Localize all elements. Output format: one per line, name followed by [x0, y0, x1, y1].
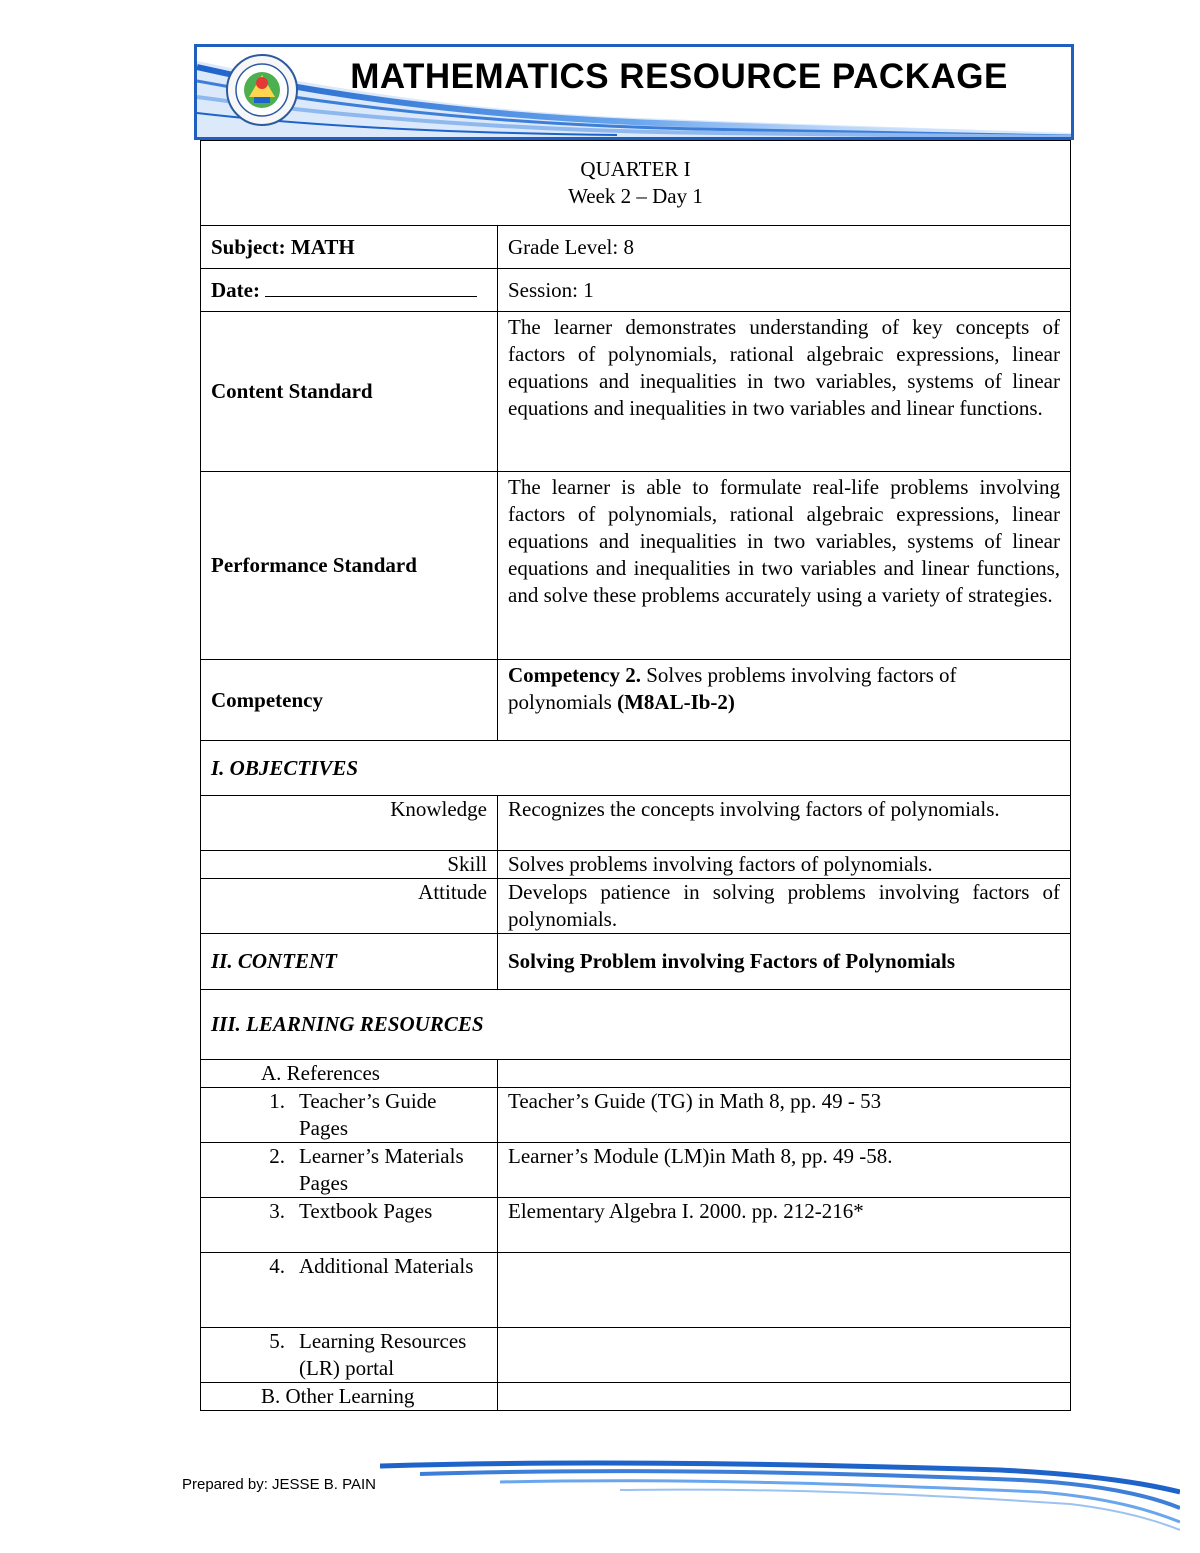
resource-row [201, 1253, 1071, 1328]
deped-seal-icon [225, 53, 299, 127]
objective-row [201, 796, 1071, 851]
objective-label-skill: Skill [201, 851, 498, 879]
content-standard-label: Content Standard [201, 312, 498, 472]
resource-value: Learner’s Module (LM)in Math 8, pp. 49 -58. [498, 1143, 1071, 1198]
week-day: Week 2 – Day 1 [568, 184, 703, 208]
resource-value: Teacher’s Guide (TG) in Math 8, pp. 49 - 53 [498, 1088, 1071, 1143]
references-label: A. References [201, 1060, 498, 1088]
resource-label: Additional Materials [299, 1254, 474, 1278]
header-banner [194, 44, 1074, 140]
references-value [498, 1060, 1071, 1088]
competency-title: Competency 2. [508, 663, 641, 687]
subject-label: Subject: MATH [201, 226, 498, 269]
resource-label-cell [201, 1198, 498, 1253]
resource-number: 4. [269, 1254, 285, 1278]
objective-text-knowledge: Recognizes the concepts involving factors of polynomials. [498, 796, 1071, 851]
resource-row [201, 1328, 1071, 1383]
performance-standard-text: The learner is able to formulate real-life problems involving factors of polynomials, rational algebraic expressions, linear equations and inequalities in two variables, systems of linear equations and inequalities in two variables and linear functions, and solve these problems accurately using a variety of strategies. [498, 472, 1071, 660]
resource-row [201, 1198, 1071, 1253]
lesson-plan-table [200, 140, 1071, 1411]
session: Session: 1 [498, 269, 1071, 312]
competency-label: Competency [201, 660, 498, 741]
quarter-cell [201, 141, 1071, 226]
resource-label: Learning Resources (LR) portal [299, 1329, 467, 1380]
resource-number: 3. [269, 1199, 285, 1223]
objective-label-knowledge: Knowledge [201, 796, 498, 851]
content-text: Solving Problem involving Factors of Polynomials [498, 934, 1071, 990]
competency-code: (M8AL-Ib-2) [617, 690, 735, 714]
content-standard-text: The learner demonstrates understanding of key concepts of factors of polynomials, rational algebraic expressions, linear equations and inequalities in two variables, systems of linear equations and inequalities in two variables and linear functions. [498, 312, 1071, 472]
objectives-heading-row [201, 741, 1071, 796]
other-learning-value [498, 1383, 1071, 1411]
resource-number: 2. [269, 1144, 285, 1168]
quarter-row [201, 141, 1071, 226]
other-learning-row [201, 1383, 1071, 1411]
resource-label-cell [201, 1253, 498, 1328]
objective-text-attitude: Develops patience in solving problems involving factors of polynomials. [498, 879, 1071, 934]
objective-text-skill: Solves problems involving factors of polynomials. [498, 851, 1071, 879]
date-cell [201, 269, 498, 312]
resource-value: Elementary Algebra I. 2000. pp. 212-216* [498, 1198, 1071, 1253]
resource-label: Learner’s Materials Pages [299, 1144, 464, 1195]
quarter-title: QUARTER I [580, 157, 691, 181]
date-label: Date: [211, 278, 260, 302]
competency-row [201, 660, 1071, 741]
date-row [201, 269, 1071, 312]
resource-label-cell [201, 1328, 498, 1383]
resource-label: Teacher’s Guide Pages [299, 1089, 437, 1140]
page-title: MATHEMATICS RESOURCE PACKAGE [350, 57, 1008, 96]
resource-label: Textbook Pages [299, 1199, 433, 1223]
content-standard-row [201, 312, 1071, 472]
resource-label-cell [201, 1088, 498, 1143]
competency-cell [498, 660, 1071, 741]
subject-row [201, 226, 1071, 269]
references-row [201, 1060, 1071, 1088]
objective-label-attitude: Attitude [201, 879, 498, 934]
competency-text: Solves problems involving factors of polynomials [508, 663, 957, 714]
objectives-heading: I. OBJECTIVES [201, 741, 1071, 796]
footer-swoosh-decoration [380, 1452, 1180, 1532]
performance-standard-row [201, 472, 1071, 660]
resource-value [498, 1253, 1071, 1328]
resource-row [201, 1088, 1071, 1143]
learning-resources-heading-row [201, 990, 1071, 1060]
objective-row [201, 851, 1071, 879]
performance-standard-label: Performance Standard [201, 472, 498, 660]
resource-number: 5. [269, 1329, 285, 1353]
grade-level: Grade Level: 8 [498, 226, 1071, 269]
learning-resources-heading: III. LEARNING RESOURCES [201, 990, 1071, 1060]
date-blank-line [265, 276, 477, 297]
resource-label-cell [201, 1143, 498, 1198]
resource-row [201, 1143, 1071, 1198]
resource-value [498, 1328, 1071, 1383]
objective-row [201, 879, 1071, 934]
prepared-by: Prepared by: JESSE B. PAIN [182, 1476, 376, 1493]
other-learning-label: B. Other Learning [201, 1383, 498, 1411]
content-heading: II. CONTENT [201, 934, 498, 990]
resource-number: 1. [269, 1089, 285, 1113]
content-row [201, 934, 1071, 990]
